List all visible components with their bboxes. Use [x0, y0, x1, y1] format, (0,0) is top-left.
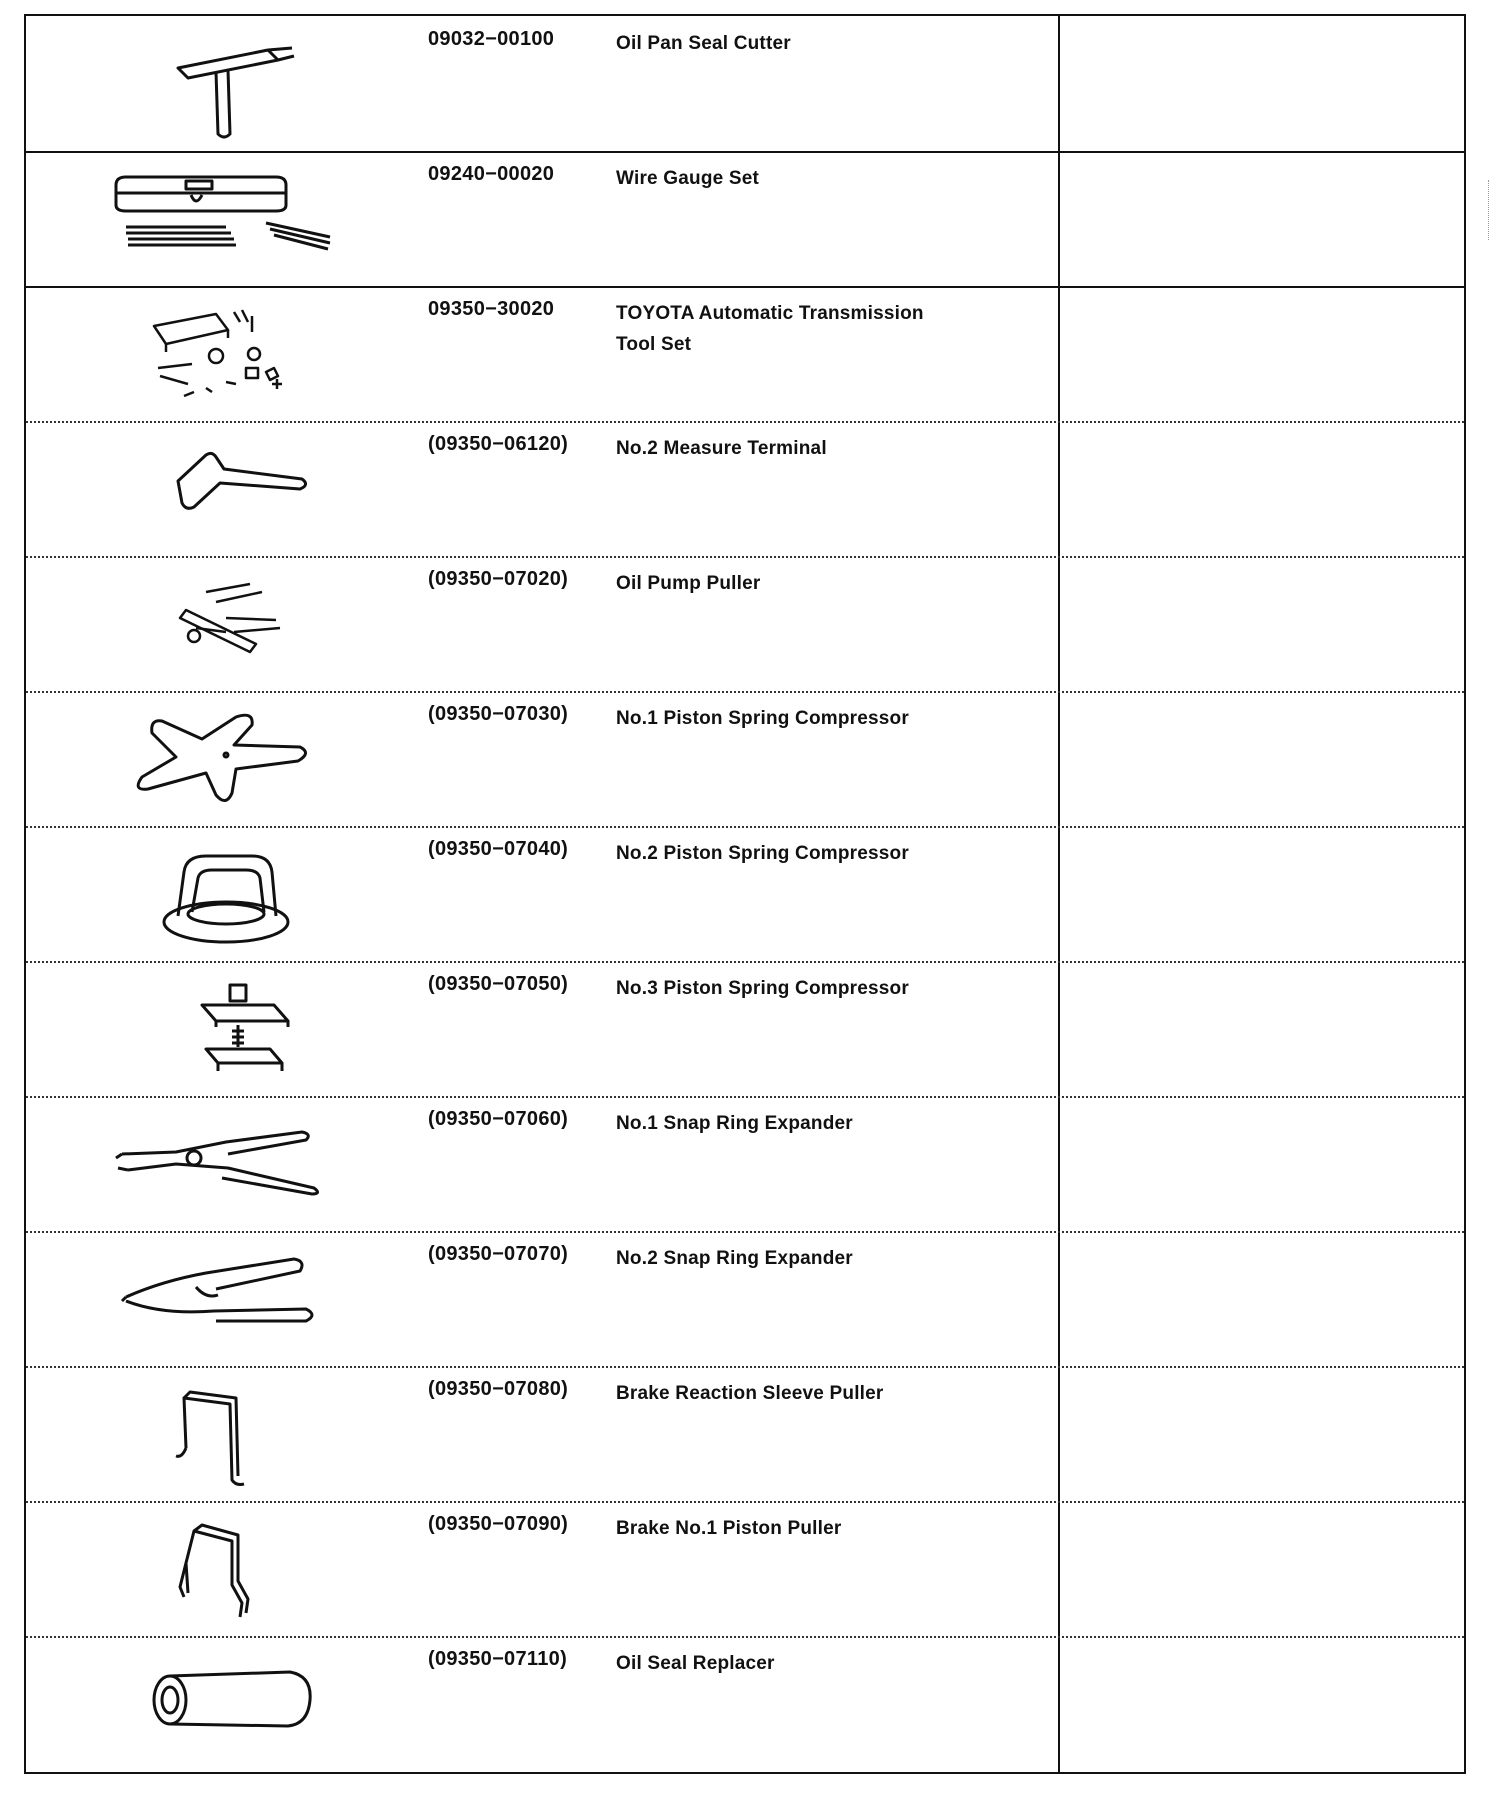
table-row [26, 1501, 1464, 1638]
plate-compressor-icon [66, 967, 386, 1091]
sleeve-puller-icon [66, 1372, 386, 1496]
table-row [26, 556, 1464, 693]
part-number: (09350−07060) [428, 1108, 569, 1130]
margin-mark [1488, 180, 1489, 240]
part-number: (09350−07030) [428, 703, 569, 725]
table-row [26, 961, 1464, 1098]
part-number: 09032−00100 [428, 28, 555, 50]
tool-name: TOYOTA Automatic Transmission Tool Set [616, 303, 924, 355]
tool-name: No.2 Piston Spring Compressor [616, 843, 909, 864]
part-number: (09350−07020) [428, 568, 569, 590]
part-number: (09350−07110) [428, 1648, 568, 1670]
table-row [26, 151, 1464, 288]
cross-compressor-icon [66, 697, 386, 821]
part-number: (09350−07050) [428, 973, 569, 995]
part-number: 09350−30020 [428, 298, 555, 320]
seal-replacer-icon [66, 1642, 386, 1766]
piston-puller-icon [66, 1507, 386, 1631]
tool-name: Brake No.1 Piston Puller [616, 1518, 842, 1539]
tool-name: No.1 Snap Ring Expander [616, 1113, 853, 1134]
oil-pan-seal-cutter-icon [66, 22, 386, 146]
table-row [26, 286, 1464, 423]
tool-name: Brake Reaction Sleeve Puller [616, 1383, 884, 1404]
tool-name: Oil Seal Replacer [616, 1653, 775, 1674]
table-row [26, 1231, 1464, 1368]
table-row [26, 691, 1464, 828]
part-number: (09350−06120) [428, 433, 569, 455]
table-row [26, 421, 1464, 558]
tool-name: No.1 Piston Spring Compressor [616, 708, 909, 729]
table-row [26, 1366, 1464, 1503]
cup-compressor-icon [66, 832, 386, 956]
part-number: (09350−07080) [428, 1378, 569, 1400]
tool-name: Oil Pump Puller [616, 573, 761, 594]
part-number: (09350−07070) [428, 1243, 569, 1265]
wire-gauge-set-icon [66, 157, 386, 281]
part-number: 09240−00020 [428, 163, 555, 185]
snap-ring-pliers-icon [66, 1102, 386, 1226]
table-row [26, 826, 1464, 963]
transmission-tool-set-icon [66, 292, 386, 416]
measure-terminal-icon [66, 427, 386, 551]
tool-name: No.3 Piston Spring Compressor [616, 978, 909, 999]
part-number: (09350−07090) [428, 1513, 569, 1535]
tool-name: No.2 Measure Terminal [616, 438, 827, 459]
tool-name: Oil Pan Seal Cutter [616, 33, 791, 54]
tool-name: No.2 Snap Ring Expander [616, 1248, 853, 1269]
oil-pump-puller-icon [66, 562, 386, 686]
special-tools-table [24, 14, 1466, 1774]
table-row [26, 1636, 1464, 1771]
part-number: (09350−07040) [428, 838, 569, 860]
table-row [26, 16, 1464, 153]
snap-ring-pliers-2-icon [66, 1237, 386, 1361]
table-row [26, 1096, 1464, 1233]
tool-name: Wire Gauge Set [616, 168, 760, 189]
